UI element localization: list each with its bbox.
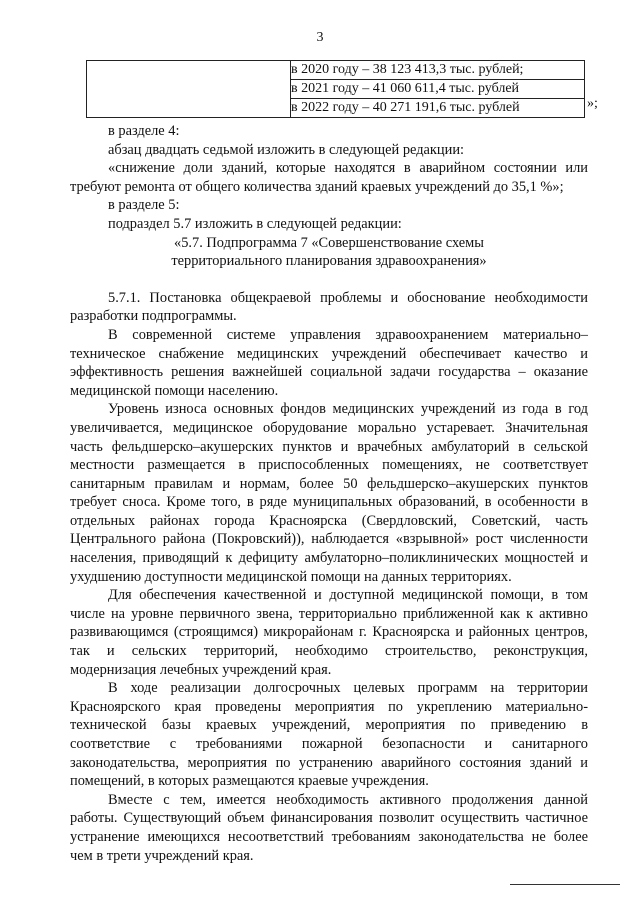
funding-2022: в 2022 году – 40 271 191,6 тыс. рублей bbox=[291, 99, 585, 118]
table-row bbox=[87, 61, 585, 80]
paragraph-programs: В ходе реализации долгосрочных целевых программ на территории Красноярского края проведены мероприятия по укреплению материально-технической базы краевых учреждений, мероприятия по приведению в соответствие с требованиями пожарной безопасности и санитарного законодательства, мероприятия по устранению аварийного состояния зданий и помещений, в которых размещаются краевые учреждения. bbox=[70, 680, 588, 790]
paragraph-continuation: Вместе с тем, имеется необходимость активного продолжения данной работы. Существующий объем финансирования позволит осуществить частичное устранение имеющихся несоответствий требованиям законодательства не более чем в трети учреждений края. bbox=[70, 791, 588, 864]
table-empty-cell bbox=[87, 61, 291, 118]
section4-instruction: абзац двадцать седьмой изложить в следующей редакции: bbox=[108, 141, 465, 158]
paragraph-modern-system: В современной системе управления здравоохранением материально–техническое снабжение медицинских учреждений обеспечивает качество и эффективность решения важнейшей социальной задачи государства – оказание медицинской помощи населению. bbox=[70, 326, 588, 399]
funding-2021: в 2021 году – 41 060 611,4 тыс. рублей bbox=[291, 80, 585, 99]
paragraph-5-7-1: 5.7.1. Постановка общекраевой проблемы и обоснование необходимости разработки подпрограммы. bbox=[70, 289, 588, 325]
funding-table bbox=[86, 60, 585, 118]
section5-instruction: подраздел 5.7 изложить в следующей редакции: bbox=[108, 215, 402, 232]
table-closing-mark: »; bbox=[587, 96, 598, 111]
paragraph-wear-level: Уровень износа основных фондов медицинских учреждений из года в год увеличивается, медицинское оборудование морально устаревает. Значительная часть фельдшерско–акушерских пунктов и врачебных амбулаторий в сельской местности размещается в приспособленных помещениях, не соответствует санитарным правилам и нормам, более 50 фельдшерско–акушерских пунктов требует сноса. Кроме того, в ряде муниципальных образований, в особенности в отдельных районах города Красноярска (Свердловский, Советский, часть Центрального района (Покровский)), наблюдается «взрывной» рост численности населения, приводящий к дефициту амбулаторно–поликлинических мощностей и ухудшению доступности медицинской помощи на данных территориях. bbox=[70, 401, 588, 585]
footer-rule bbox=[510, 884, 620, 885]
page-number: 3 bbox=[316, 30, 324, 45]
section4-quote: «снижение доли зданий, которые находятся в аварийном состоянии или требуют ремонта от общего количества зданий краевых учреждений до 35,1 %»; bbox=[70, 160, 588, 195]
paragraph-quality-care: Для обеспечения качественной и доступной медицинской помощи, в том числе на уровне первичного звена, территориально приближенной как к активно развивающимся (строящимся) микрорайонам г. Красноярска и районных центров, так и сельских территорий, необходимо строительство, реконструкция, модернизация лечебных учреждений края. bbox=[70, 587, 588, 678]
funding-2020: в 2020 году – 38 123 413,3 тыс. рублей; bbox=[291, 61, 585, 80]
subsection-title-line2: территориального планирования здравоохранения» bbox=[171, 253, 487, 270]
spacer bbox=[70, 271, 588, 289]
document-body bbox=[70, 122, 588, 865]
subsection-title-line1: «5.7. Подпрограмма 7 «Совершенствование схемы bbox=[174, 234, 484, 251]
section5-heading: в разделе 5: bbox=[108, 197, 180, 214]
section4-heading: в разделе 4: bbox=[108, 123, 180, 139]
